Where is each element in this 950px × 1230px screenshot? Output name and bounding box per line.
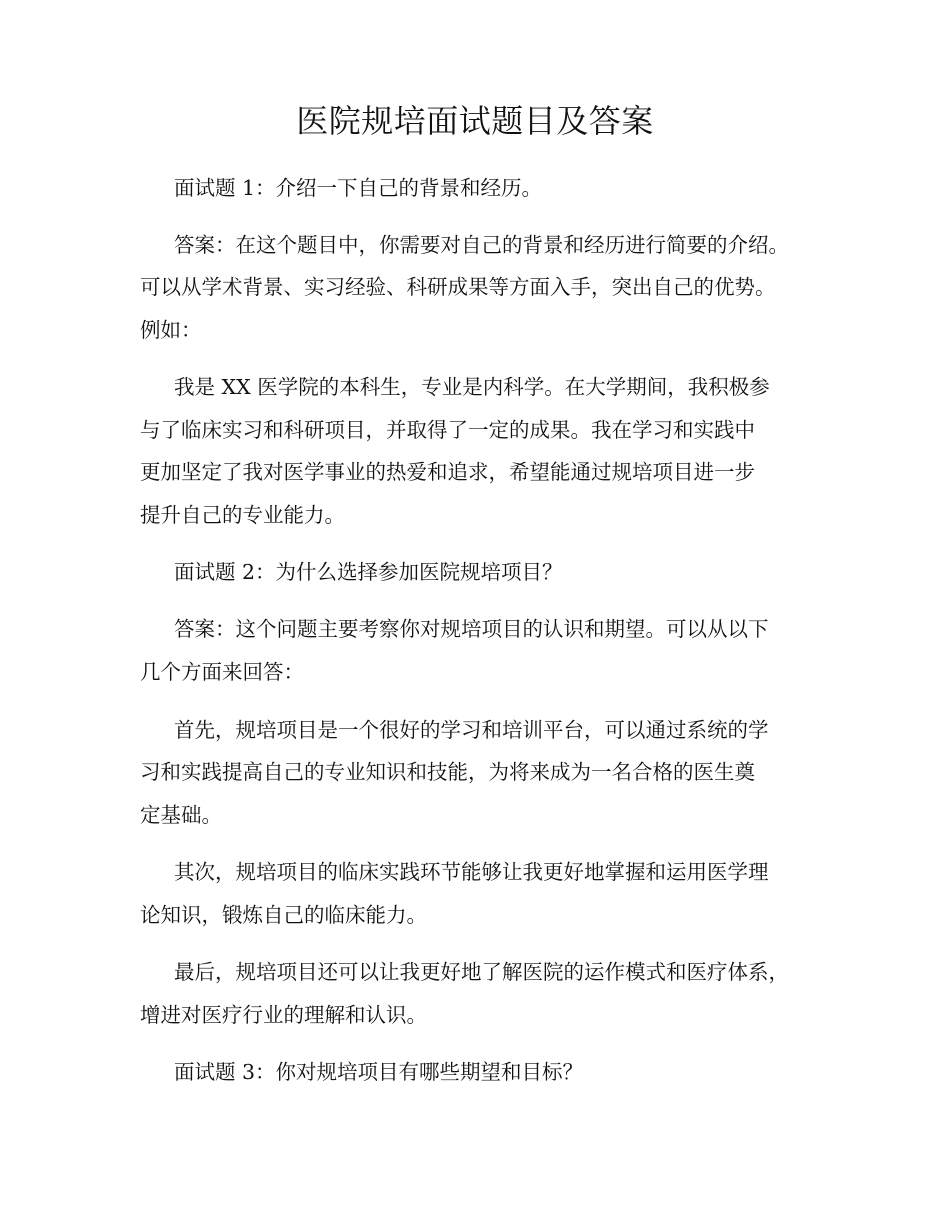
answer-1-line-1: 答案：在这个题目中，你需要对自己的背景和经历进行简要的介绍。 <box>174 233 789 257</box>
point-second-line-1: 其次，规培项目的临床实践环节能够让我更好地掌握和运用医学理 <box>174 860 769 884</box>
example-paragraph-line-3: 更加坚定了我对医学事业的热爱和追求，希望能通过规培项目进一步 <box>140 460 755 484</box>
example-paragraph-line-2: 与了临床实习和科研项目，并取得了一定的成果。我在学习和实践中 <box>140 418 755 442</box>
question-1: 面试题 1：介绍一下自己的背景和经历。 <box>174 176 543 200</box>
page-title: 医院规培面试题目及答案 <box>296 102 654 140</box>
answer-1-line-3: 例如： <box>140 318 202 342</box>
point-first-line-1: 首先，规培项目是一个很好的学习和培训平台，可以通过系统的学 <box>174 718 769 742</box>
example-paragraph-line-1: 我是 XX 医学院的本科生，专业是内科学。在大学期间，我积极参 <box>174 375 770 399</box>
question-3: 面试题 3：你对规培项目有哪些期望和目标？ <box>174 1060 584 1084</box>
point-second-line-2: 论知识，锻炼自己的临床能力。 <box>140 903 427 927</box>
point-last-line-1: 最后，规培项目还可以让我更好地了解医院的运作模式和医疗体系， <box>174 960 789 984</box>
question-2: 面试题 2：为什么选择参加医院规培项目？ <box>174 560 563 584</box>
answer-2-line-2: 几个方面来回答： <box>140 660 304 684</box>
point-last-line-2: 增进对医疗行业的理解和认识。 <box>140 1003 427 1027</box>
answer-2-line-1: 答案：这个问题主要考察你对规培项目的认识和期望。可以从以下 <box>174 617 769 641</box>
example-paragraph-line-4: 提升自己的专业能力。 <box>140 503 345 527</box>
point-first-line-2: 习和实践提高自己的专业知识和技能，为将来成为一名合格的医生奠 <box>140 760 755 784</box>
answer-1-line-2: 可以从学术背景、实习经验、科研成果等方面入手，突出自己的优势。 <box>140 275 776 299</box>
point-first-line-3: 定基础。 <box>140 803 222 827</box>
